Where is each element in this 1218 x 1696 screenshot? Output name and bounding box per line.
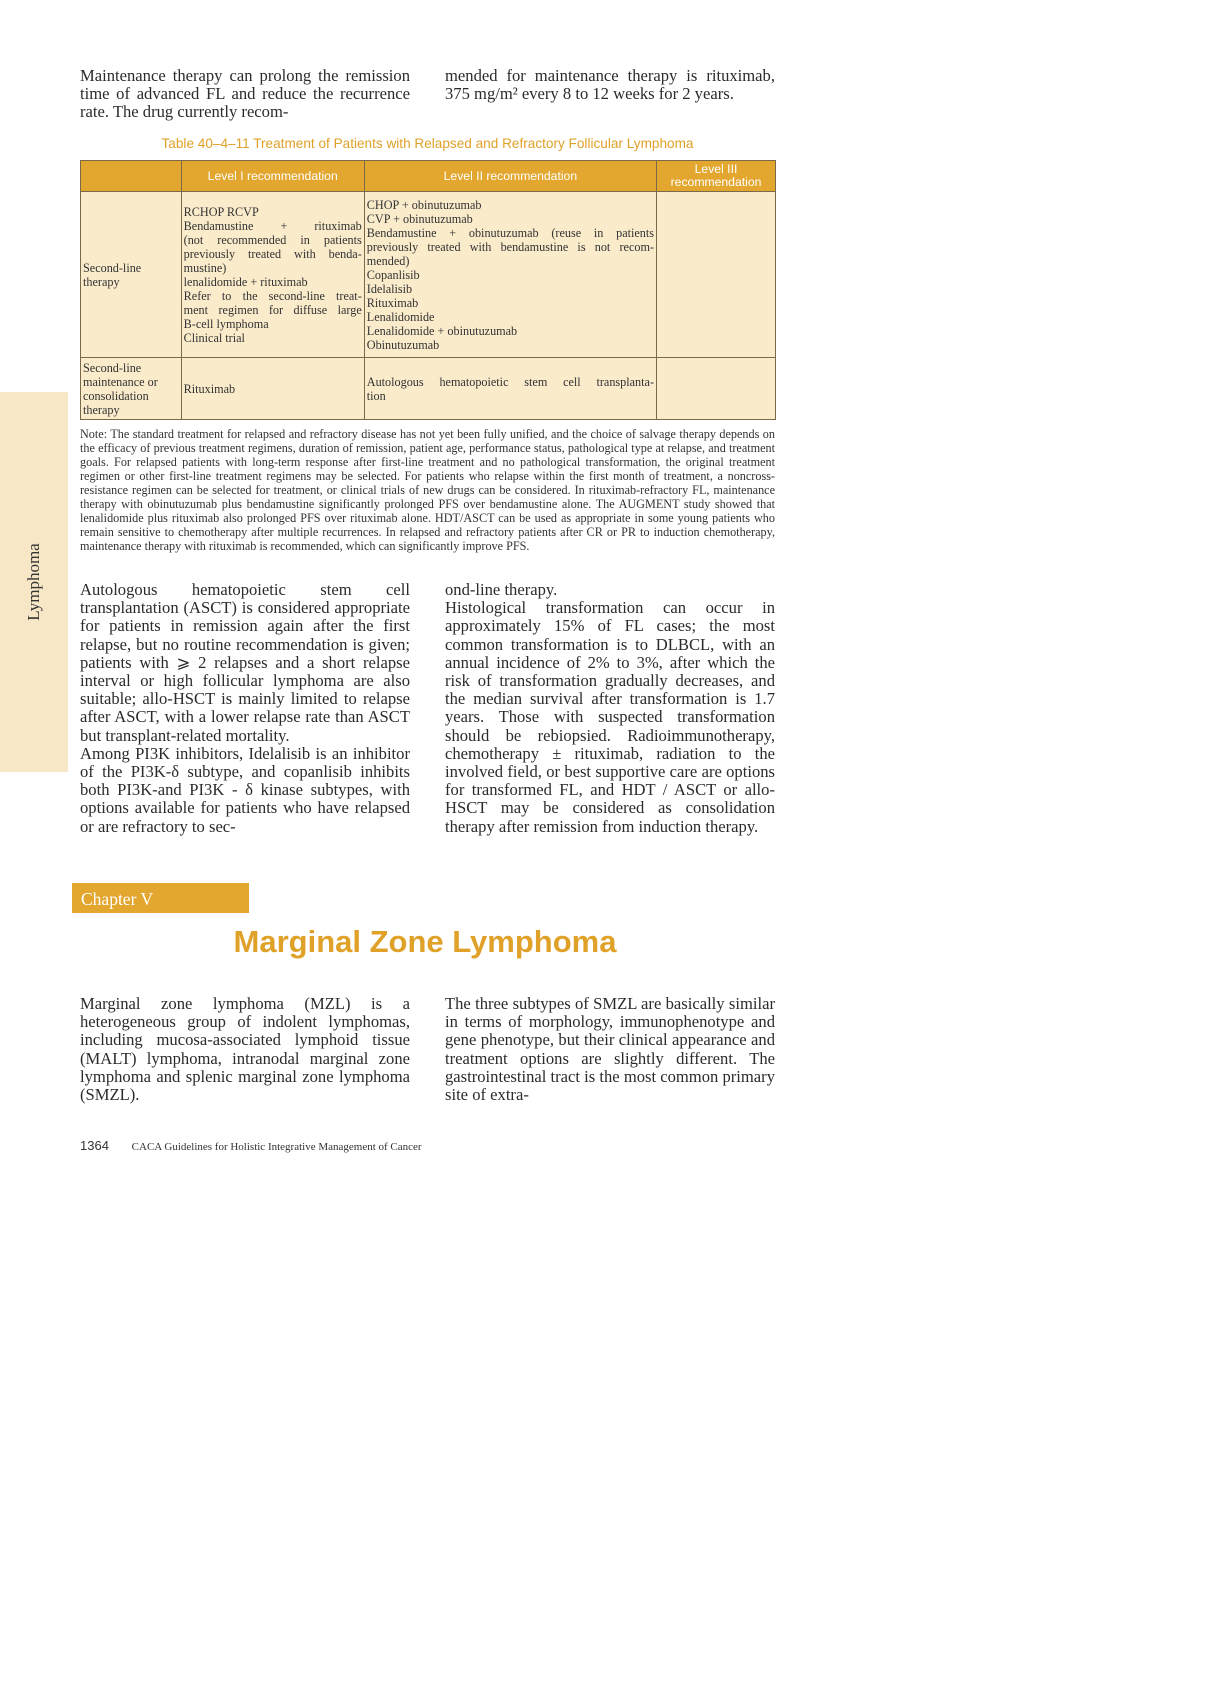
- intro-left-column: [80, 67, 410, 122]
- row-label: Second-line maintenance or consolidation therapy: [81, 358, 182, 420]
- cell-line: CHOP + obinutuzumab: [366, 197, 482, 212]
- cell-line: Lenalidomide: [366, 309, 435, 324]
- body-paragraph-transformation: Histological transformation can occur in approximately 15% of FL cases; the most common transformation is to DLBCL, with an annual incidence of 2% to 3%, after which the risk of transformation gradually decreases, and the median survival after transformation is 1.7 years. Those with suspected transformation should be rebiopsied. Radioimmunotherapy, chemotherapy ± rituximab, radiation to the involved field, or best supportive care are options for transformed FL, and HDT / ASCT or allo-HSCT may be considered as consolidation therapy after remission from induction therapy.: [445, 598, 775, 836]
- cell-line: ment regimen for diffuse large: [183, 302, 362, 317]
- cell-line: Autologous hematopoietic stem cell transplanta-: [366, 374, 655, 389]
- chapter-left-column: [80, 995, 410, 1104]
- chapter-right-paragraph: The three subtypes of SMZL are basically similar in terms of morphology, immunophenotype and gene phenotype, but their clinical appearance and treatment options are slightly different. The gastrointestinal tract is the most common primary site of extra-: [445, 994, 775, 1105]
- intro-right-paragraph: mended for maintenance therapy is rituximab, 375 mg/m² every 8 to 12 weeks for 2 years.: [445, 66, 775, 104]
- level-3-cell: [657, 358, 776, 420]
- intro-columns: [80, 67, 775, 122]
- recommendation-table: [80, 160, 776, 420]
- cell-line: mended): [366, 253, 410, 268]
- table-row: [81, 358, 776, 420]
- level-2-cell: [364, 192, 656, 358]
- cell-line: Idelalisib: [366, 281, 413, 296]
- body-left-column: [80, 581, 410, 836]
- cell-line: Obinutuzumab: [366, 337, 440, 352]
- header-cell-empty: [81, 161, 182, 192]
- cell-line: RCHOP RCVP: [183, 204, 259, 219]
- level-1-cell: [181, 358, 364, 420]
- body-paragraph-continued: ond-line therapy.: [445, 580, 558, 599]
- cell-line: B-cell lymphoma: [183, 316, 269, 331]
- cell-line: Bendamustine + obinutuzumab (reuse in patients: [366, 225, 655, 240]
- cell-line: (not recommended in patients: [183, 232, 362, 247]
- cell-line: Copanlisib: [366, 267, 420, 282]
- cell-line: Clinical trial: [183, 330, 245, 345]
- chapter-columns: [80, 995, 775, 1104]
- header-level-3: Level III recommendation: [657, 161, 776, 192]
- cell-line: previously treated with benda-: [183, 246, 362, 261]
- body-columns: [80, 581, 775, 836]
- side-section-label: Lymphoma: [24, 543, 43, 621]
- table-header-row: [81, 161, 776, 192]
- cell-line: lenalidomide + rituximab: [183, 274, 308, 289]
- chapter-label-bar: [72, 883, 249, 913]
- cell-line: mustine): [183, 260, 227, 275]
- body-paragraph-asct: Autologous hematopoietic stem cell transplantation (ASCT) is considered appropriate for patients in remission again after the first relapse, but no routine recommendation is given; patients with ⩾ 2 relapses and a short relapse interval or high follicular lymphoma are also suitable; allo-HSCT is mainly limited to relapse after ASCT, with a lower relapse rate than ASCT but transplant-related mortality.: [80, 580, 410, 745]
- cell-line: Rituximab: [366, 295, 419, 310]
- page-footer: [80, 1138, 422, 1153]
- body-paragraph-pi3k: Among PI3K inhibitors, Idelalisib is an inhibitor of the PI3K-δ subtype, and copanlisib inhibits both PI3K-and PI3K - δ kinase subtypes, with options available for patients who have relapsed or are refractory to sec-: [80, 743, 410, 836]
- level-3-cell: [657, 192, 776, 358]
- table-title: Table 40–4–11 Treatment of Patients with Relapsed and Refractory Follicular Lymphoma: [161, 136, 694, 151]
- chapter-label: Chapter V: [81, 889, 154, 909]
- table-row: [81, 192, 776, 358]
- intro-left-paragraph: Maintenance therapy can prolong the remission time of advanced FL and reduce the recurrence rate. The drug currently recom-: [80, 66, 410, 122]
- header-level-2: Level II recommendation: [364, 161, 656, 192]
- chapter-right-column: [445, 995, 775, 1104]
- page-number: 1364: [80, 1138, 109, 1153]
- side-section-tab: [0, 392, 68, 772]
- row-label: Second-line therapy: [81, 192, 182, 358]
- cell-line: Refer to the second-line treat-: [183, 288, 362, 303]
- level-1-cell: [181, 192, 364, 358]
- cell-line: Rituximab: [183, 381, 236, 396]
- publication-title: CACA Guidelines for Holistic Integrative Management of Cancer: [131, 1141, 422, 1153]
- cell-line: Lenalidomide + obinutuzumab: [366, 323, 518, 338]
- cell-line: Bendamustine + rituximab: [183, 218, 362, 233]
- chapter-title: Marginal Zone Lymphoma: [233, 924, 617, 959]
- intro-right-column: [445, 67, 775, 122]
- cell-line: previously treated with bendamustine is not recom-: [366, 239, 655, 254]
- cell-line: tion: [366, 388, 386, 403]
- level-2-cell: [364, 358, 656, 420]
- table-note: Note: The standard treatment for relapsed and refractory disease has not yet been fully unified, and the choice of salvage therapy depends on the efficacy of previous treatment regimens, duration of remission, patient age, performance status, pathological type at relapse, and treatment goals. For relapsed patients with long-term response after first-line treatment and no pathological transformation, the original treatment regimen or other first-line treatment regimens may be selected. For patients who relapse within the first month of treatment, a noncross-resistance regimen can be selected for treatment, or clinical trials of new drugs can be considered. In rituximab-refractory FL, maintenance therapy with obinutuzumab plus bendamustine significantly prolonged PFS over bendamustine alone. The AUGMENT study showed that lenalidomide plus rituximab also prolonged PFS over rituximab alone. HDT/ASCT can be used as appropriate in some young patients who remain sensitive to chemotherapy after multiple recurrences. In relapsed and refractory patients after CR or PR to induction chemotherapy, maintenance therapy with rituximab is recommended, which can significantly improve PFS.: [80, 427, 775, 553]
- cell-line: CVP + obinutuzumab: [366, 211, 473, 226]
- header-level-1: Level I recommendation: [181, 161, 364, 192]
- chapter-left-paragraph: Marginal zone lymphoma (MZL) is a heterogeneous group of indolent lymphomas, including mucosa-associated lymphoid tissue (MALT) lymphoma, intranodal marginal zone lymphoma and splenic marginal zone lymphoma (SMZL).: [80, 994, 410, 1105]
- body-right-column: [445, 581, 775, 836]
